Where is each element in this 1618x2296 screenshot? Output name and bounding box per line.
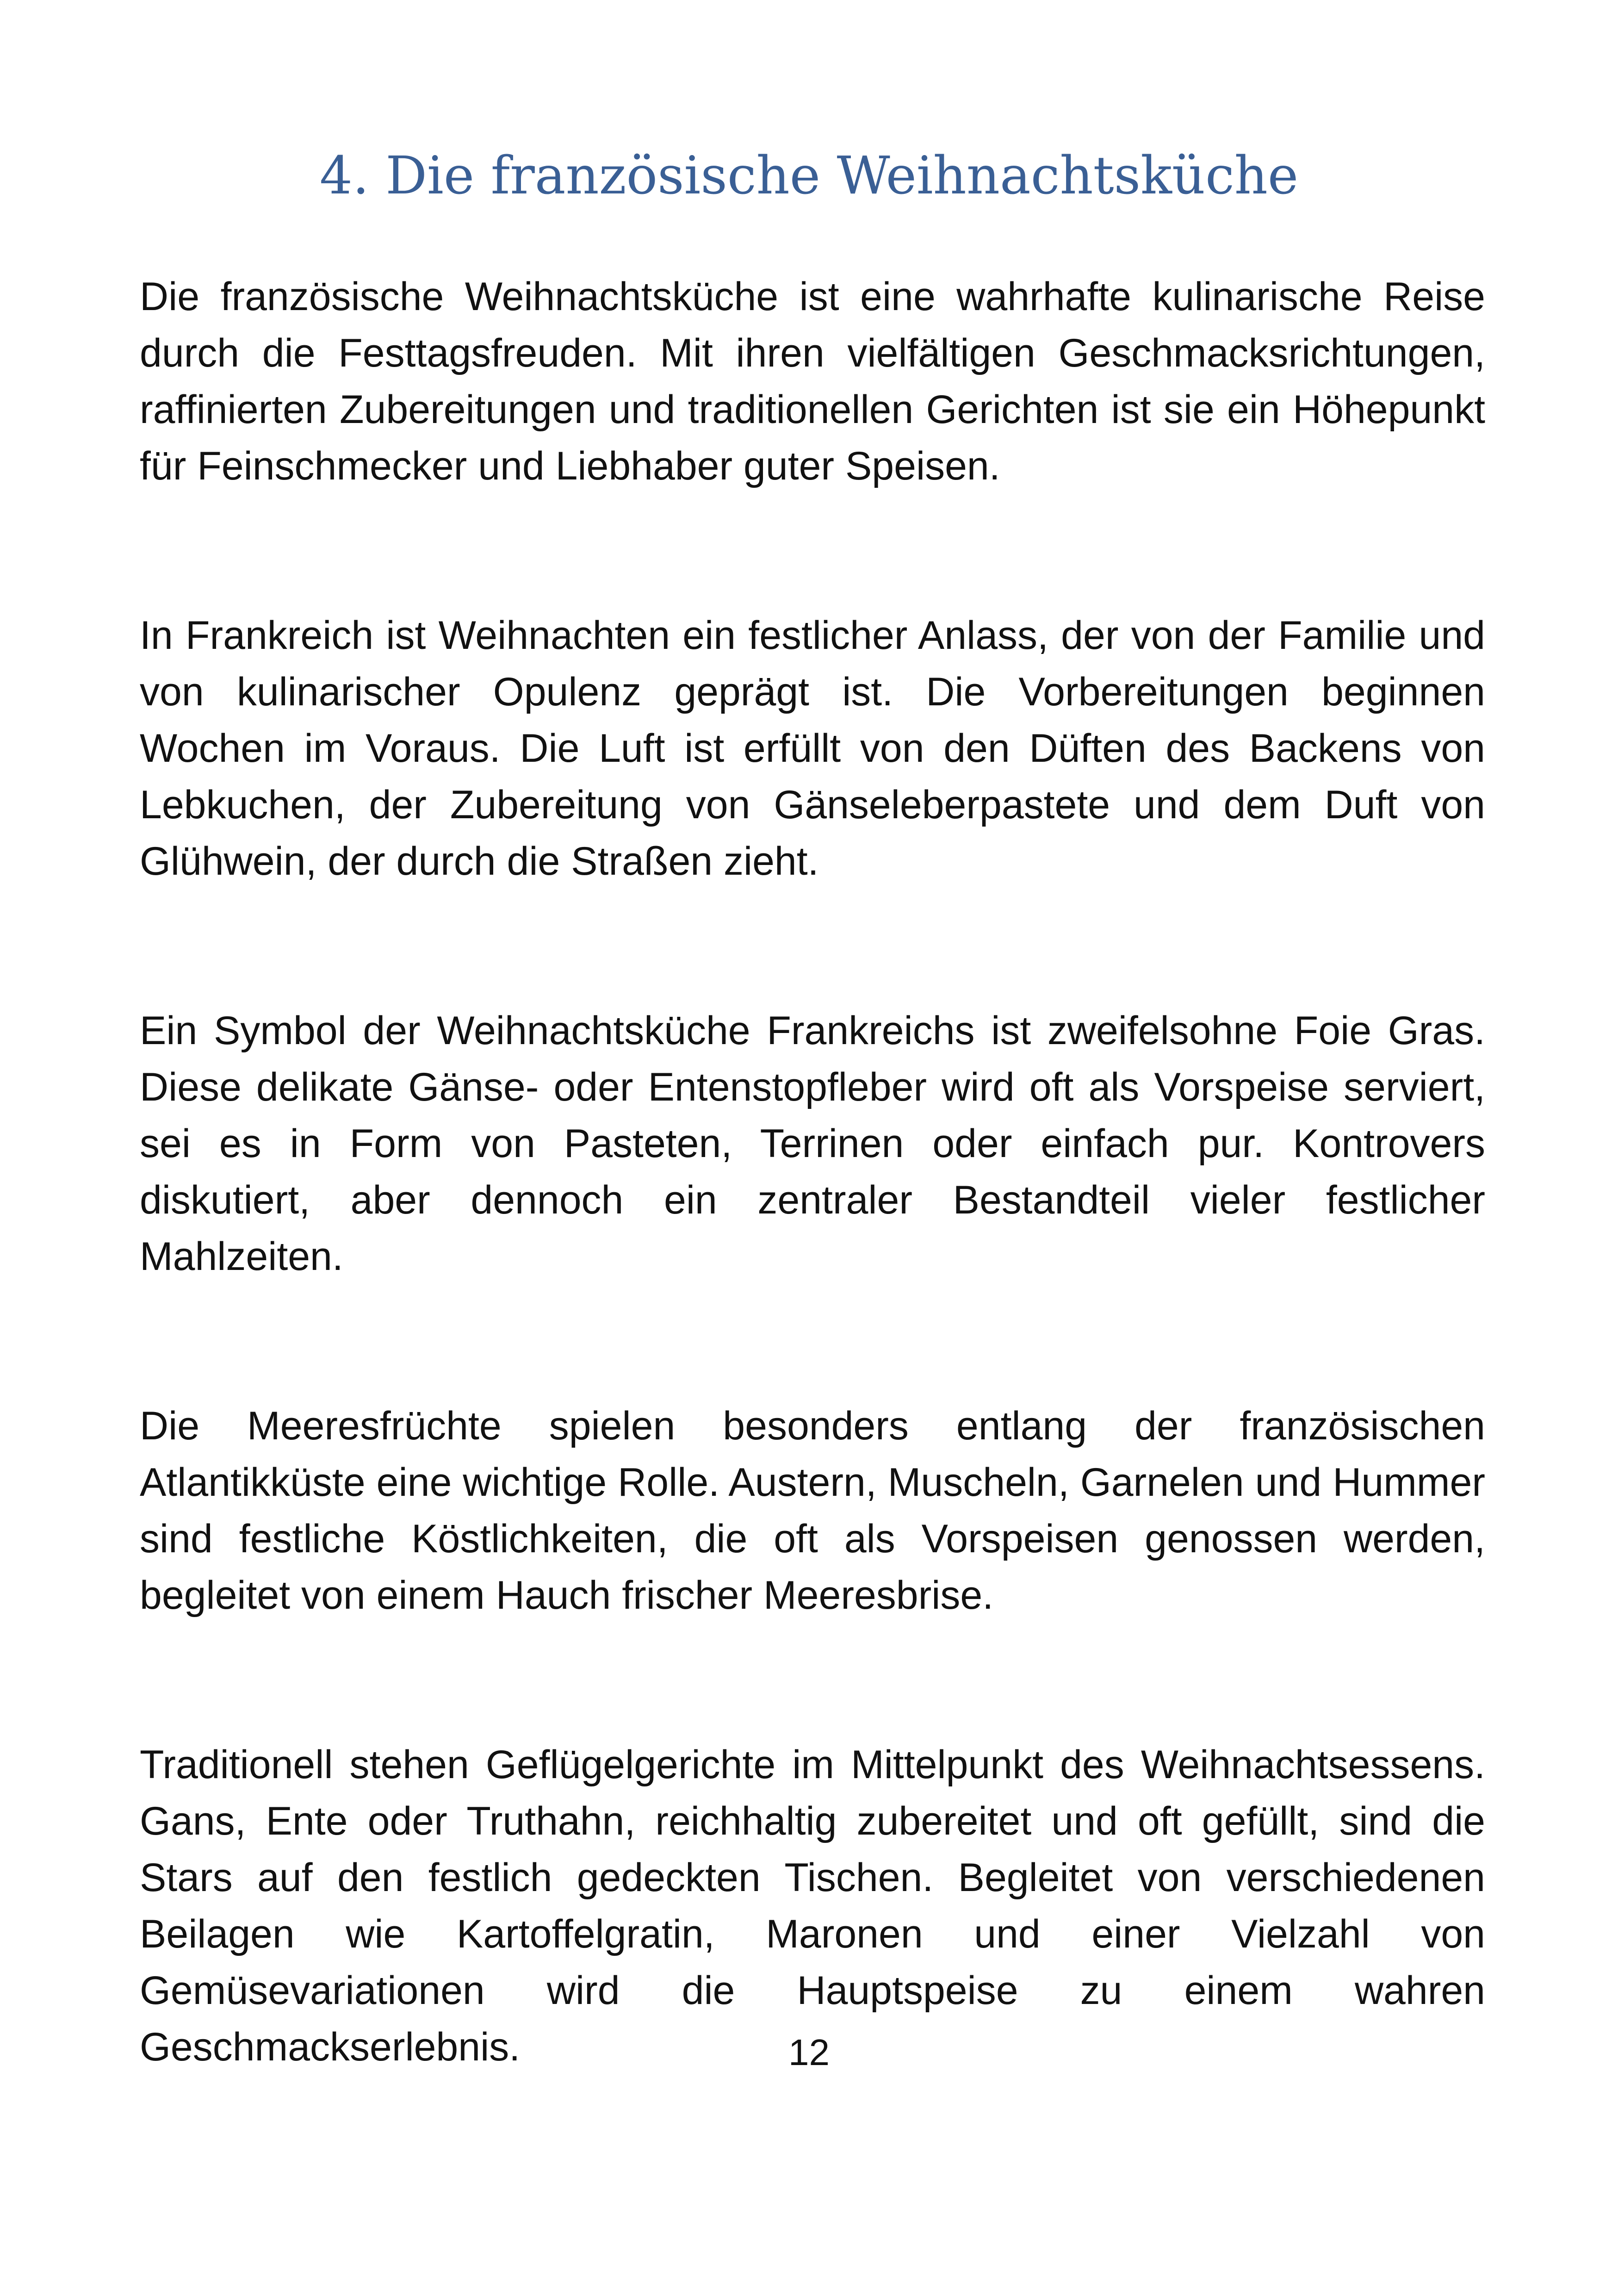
chapter-title: 4. Die französische Weihnachtsküche xyxy=(319,146,1299,206)
body-text xyxy=(140,268,1485,2075)
paragraph-5: Traditionell stehen Geflügelgerichte im Mittelpunkt des Weihnachtsessens. Gans, Ente oder Truthahn, reichhaltig zubereitet und oft gefüllt, sind die Stars auf den festlich gedeckten Tischen. Begleitet von verschiedenen Beilagen wie Kartoffelgratin, Maronen und einer Vielzahl von Gemüsevariationen wird die Hauptspeise zu einem wahren Geschmackserlebnis. xyxy=(140,1742,1485,2069)
paragraph-1: Die französische Weihnachtsküche ist eine wahrhafte kulinarische Reise durch die Festtagsfreuden. Mit ihren vielfältigen Geschmacksrichtungen, raffinierten Zubereitungen und traditionellen Gerichten ist sie ein Höhepunkt für Feinschmecker und Liebhaber guter Speisen. xyxy=(140,274,1485,488)
page-number: 12 xyxy=(788,2032,830,2073)
paragraph-4: Die Meeresfrüchte spielen besonders entlang der französischen Atlantikküste eine wichtige Rolle. Austern, Muscheln, Garnelen und Hummer sind festliche Köstlichkeiten, die oft als Vorspeisen genossen werden, begleitet von einem Hauch frischer Meeresbrise. xyxy=(140,1404,1485,1618)
paragraph-2: In Frankreich ist Weihnachten ein festlicher Anlass, der von der Familie und von kulinarischer Opulenz geprägt ist. Die Vorbereitungen beginnen Wochen im Voraus. Die Luft ist erfüllt von den Düften des Backens von Lebkuchen, der Zubereitung von Gänseleberpastete und dem Duft von Glühwein, der durch die Straßen zieht. xyxy=(140,613,1485,884)
paragraph-3: Ein Symbol der Weihnachtsküche Frankreichs ist zweifelsohne Foie Gras. Diese delikate Gänse- oder Entenstopfleber wird oft als Vorspeise serviert, sei es in Form von Pasteten, Terrinen oder einfach pur. Kontrovers diskutiert, aber dennoch ein zentraler Bestandteil vieler festlicher Mahlzeiten. xyxy=(140,1008,1485,1279)
